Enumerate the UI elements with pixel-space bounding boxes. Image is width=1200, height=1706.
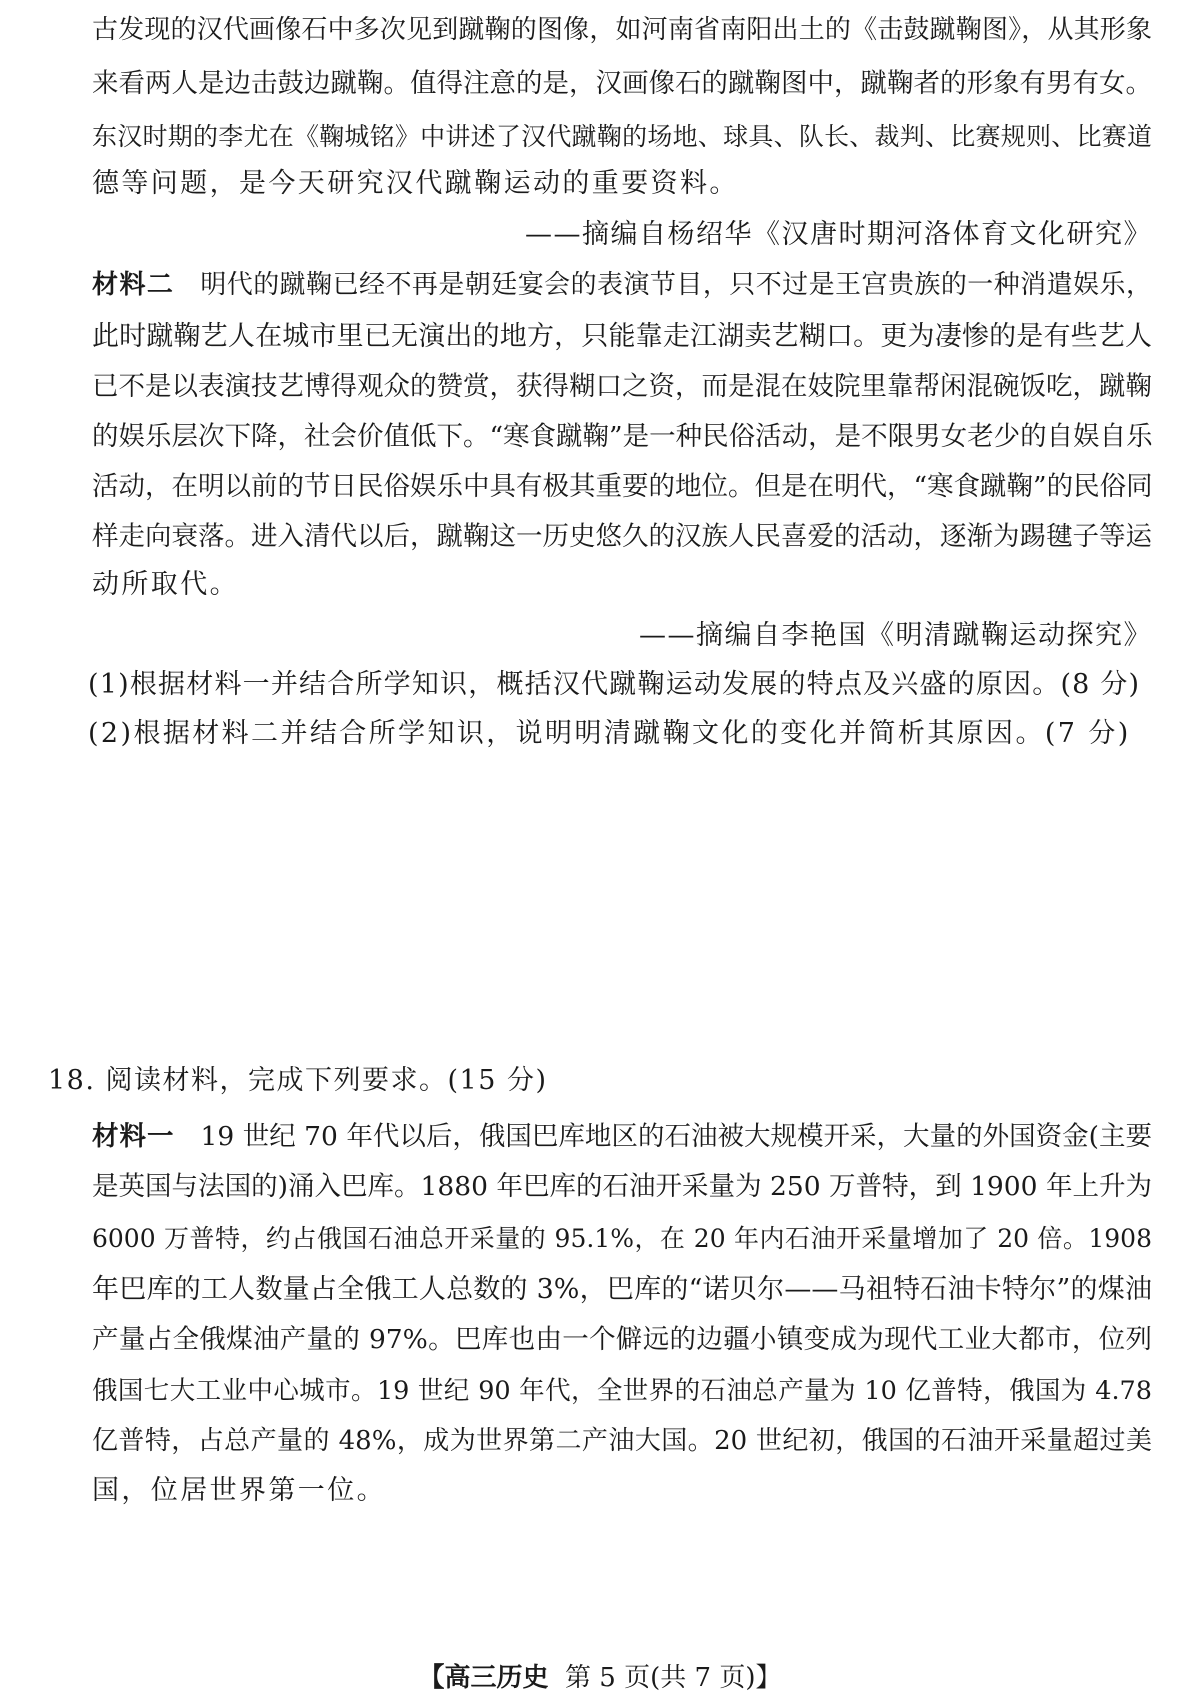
material2-line-5: 活动，在明以前的节日民俗娱乐中具有极其重要的地位。但是在明代，“寒食蹴鞠”的民俗同 [92,471,1153,502]
material2-line-7: 动所取代。 [92,569,239,600]
q18-material1-line-1 [92,1120,1152,1154]
material2-line-3: 已不是以表演技艺博得观众的赞赏，获得糊口之资，而是混在妓院里靠帮闲混碗饭吃，蹴鞠 [92,371,1152,402]
q18-material1-line-2: 是英国与法国的)涌入巴库。1880 年巴库的石油开采量为 250 万普特，到 1900 年上升为 [92,1171,1152,1202]
material1-line-4: 德等问题，是今天研究汉代蹴鞠运动的重要资料。 [92,168,739,199]
material1-line-3: 东汉时期的李尤在《鞠城铭》中讲述了汉代蹴鞠的场地、球具、队长、裁判、比赛规则、比赛道 [92,122,1152,151]
q18-material1-label: 材料一 [92,1121,175,1152]
material1-source: ——摘编自杨绍华《汉唐时期河洛体育文化研究》 [525,219,1152,250]
q18-material1-line-7: 亿普特，占总产量的 48%，成为世界第二产油大国。20 世纪初，俄国的石油开采量超过美 [92,1426,1152,1456]
q18-material1-line-3: 6000 万普特，约占俄国石油总开采量的 95.1%，在 20 年内石油开采量增加了 20 倍。1908 [92,1224,1152,1253]
q18-material1-line-8: 国，位居世界第一位。 [92,1475,386,1506]
material2-label: 材料二 [92,270,175,300]
page-footer [0,1662,1200,1694]
material2-line-4: 的娱乐层次下降，社会价值低下。“寒食蹴鞠”是一种民俗活动，是不限男女老少的自娱自乐 [92,421,1153,452]
material2-line-6: 样走向衰落。进入清代以后，蹴鞠这一历史悠久的汉族人民喜爱的活动，逐渐为踢毽子等运 [92,521,1152,552]
q18-material1-line-4: 年巴库的工人数量占全俄工人总数的 3%，巴库的“诺贝尔——马祖特石油卡特尔”的煤油 [92,1274,1152,1305]
material2-source: ——摘编自李艳国《明清蹴鞠运动探究》 [639,620,1152,651]
material1-line-2: 来看两人是边击鼓边蹴鞠。值得注意的是，汉画像石的蹴鞠图中，蹴鞠者的形象有男有女。 [92,68,1152,99]
q18-header: 18. 阅读材料，完成下列要求。(15 分) [48,1065,548,1096]
material2-line-2: 此时蹴鞠艺人在城市里已无演出的地方，只能靠走江湖卖艺糊口。更为凄惨的是有些艺人 [92,321,1152,352]
q17-question-1: (1)根据材料一并结合所学知识，概括汉代蹴鞠运动发展的特点及兴盛的原因。(8 分) [88,669,1141,700]
material1-line-1: 古发现的汉代画像石中多次见到蹴鞠的图像，如河南省南阳出土的《击鼓蹴鞠图》，从其形象 [92,15,1152,45]
q17-question-2: (2)根据材料二并结合所学知识，说明明清蹴鞠文化的变化并简析其原因。(7 分) [88,718,1131,749]
footer-subject: 【高三历史 [418,1663,549,1693]
material2-line-1 [92,268,1152,302]
q18-material1-line-5: 产量占全俄煤油产量的 97%。巴库也由一个僻远的边疆小镇变成为现代工业大都市，位列 [92,1324,1152,1355]
q18-material1-line-6: 俄国七大工业中心城市。19 世纪 90 年代，全世界的石油总产量为 10 亿普特，俄国为 4.78 [92,1376,1152,1406]
q18-material1-text-1: 19 世纪 70 年代以后，俄国巴库地区的石油被大规模开采，大量的外国资金(主要 [200,1121,1152,1152]
material2-text-1: 明代的蹴鞠已经不再是朝廷宴会的表演节目，只不过是王宫贵族的一种消遣娱乐， [200,270,1152,300]
footer-page-number: 第 5 页(共 7 页)】 [565,1663,782,1693]
